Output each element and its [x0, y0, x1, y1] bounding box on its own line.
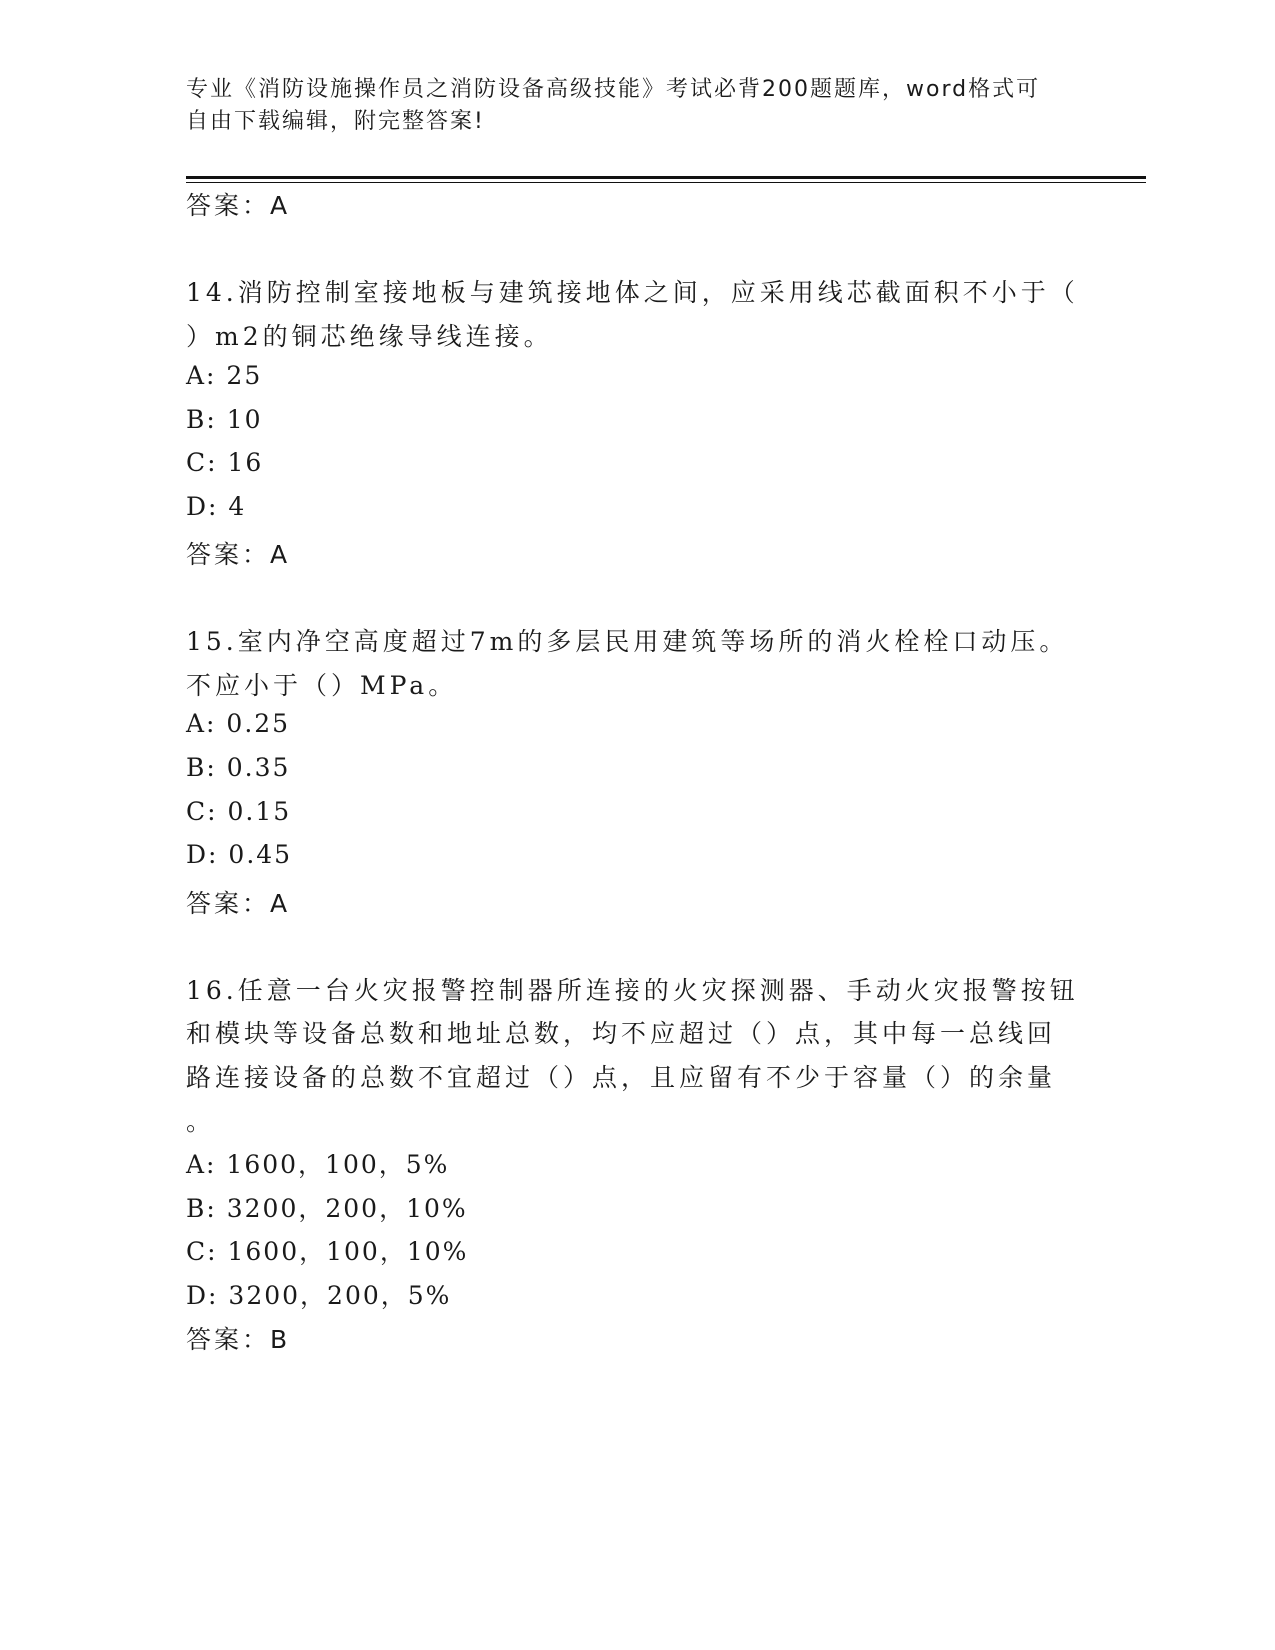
question-14-option-d: D: 4: [186, 492, 247, 521]
question-16-option-d: D: 3200，200，5%: [186, 1281, 452, 1310]
header-divider-thick: [186, 176, 1146, 179]
question-16-answer: 答案：B: [186, 1325, 291, 1354]
question-14-option-c: C: 16: [186, 448, 264, 477]
question-15-option-b: B: 0.35: [186, 753, 291, 782]
question-16-option-b: B: 3200，200，10%: [186, 1194, 468, 1223]
header-divider-thin: [186, 182, 1146, 183]
header-line-1: 专业《消防设施操作员之消防设备高级技能》考试必背200题题库，word格式可: [186, 77, 1041, 102]
question-14-option-b: B: 10: [186, 405, 263, 434]
question-16-option-a: A: 1600，100，5%: [186, 1150, 450, 1179]
question-14-stem-line-2: ）m2的铜芯绝缘导线连接。: [186, 322, 553, 351]
question-15-stem-line-2: 不应小于（）MPa。: [186, 671, 458, 700]
question-15-option-a: A: 0.25: [186, 709, 291, 738]
question-14-stem-line-1: 14.消防控制室接地板与建筑接地体之间，应采用线芯截面积不小于（: [186, 278, 1079, 307]
question-14-option-a: A: 25: [186, 361, 263, 390]
question-16-option-c: C: 1600，100，10%: [186, 1237, 469, 1266]
question-15-answer: 答案：A: [186, 889, 291, 918]
question-16-stem-line-2: 和模块等设备总数和地址总数，均不应超过（）点，其中每一总线回: [186, 1019, 1057, 1048]
question-15-option-c: C: 0.15: [186, 797, 292, 826]
question-16-stem-line-1: 16.任意一台火灾报警控制器所连接的火灾探测器、手动火灾报警按钮: [186, 976, 1079, 1005]
question-15-option-d: D: 0.45: [186, 840, 293, 869]
document-header: [186, 74, 1066, 138]
question-15-stem-line-1: 15.室内净空高度超过7m的多层民用建筑等场所的消火栓栓口动压。: [186, 627, 1069, 656]
question-14-answer: 答案：A: [186, 540, 291, 569]
question-16-stem-line-3: 路连接设备的总数不宜超过（）点，且应留有不少于容量（）的余量: [186, 1063, 1057, 1092]
question-16-stem-line-4: 。: [186, 1107, 216, 1136]
previous-answer: 答案：A: [186, 191, 291, 220]
header-line-2: 自由下载编辑，附完整答案!: [186, 109, 485, 134]
